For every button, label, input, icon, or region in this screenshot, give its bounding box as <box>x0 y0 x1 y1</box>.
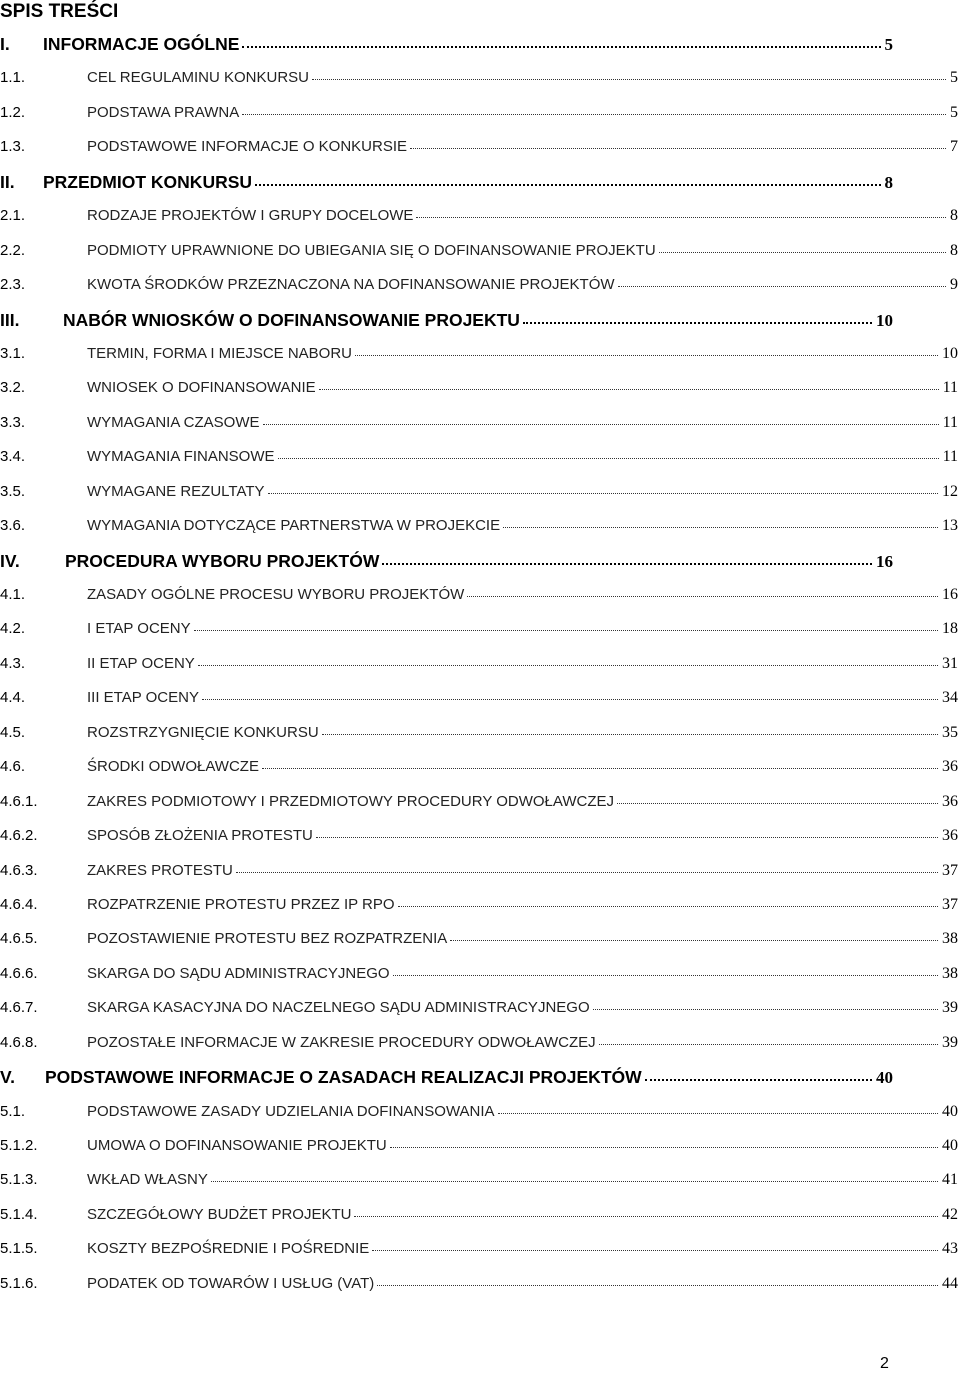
toc-entry-title: PODSTAWOWE INFORMACJE O ZASADACH REALIZACJI PROJEKTÓW <box>45 1067 642 1088</box>
toc-entry[interactable] <box>0 647 958 681</box>
dot-leader <box>278 457 939 459</box>
dot-leader <box>354 1215 938 1217</box>
toc-entry-number: 1.1. <box>0 69 26 87</box>
toc-entry-number: 4.3. <box>0 654 26 672</box>
toc-entry-page: 16 <box>876 551 893 571</box>
toc-entry-number: 2.3. <box>0 276 26 294</box>
toc-entry-number: 4.6.4. <box>0 895 38 913</box>
toc-entry-title: WNIOSEK O DOFINANSOWANIE <box>87 379 316 397</box>
toc-entry-page: 18 <box>942 620 958 638</box>
toc-entry-number: 4.4. <box>0 689 26 707</box>
toc-entry[interactable] <box>0 544 893 578</box>
toc-entry-title: ROZPATRZENIE PROTESTU PRZEZ IP RPO <box>87 895 395 913</box>
toc-entry-number: 5.1.2. <box>0 1137 38 1154</box>
toc-entry[interactable] <box>0 1060 893 1094</box>
toc-entry-page: 10 <box>876 310 893 330</box>
dot-leader <box>198 664 938 666</box>
toc-entry-title: KWOTA ŚRODKÓW PRZEZNACZONA NA DOFINANSOWANIE PROJEKTÓW <box>87 276 615 294</box>
toc-entry[interactable] <box>0 509 958 543</box>
toc-entry-number: I. <box>0 34 10 54</box>
toc-entry-number: 5.1. <box>0 1102 26 1120</box>
toc-entry-number: IV. <box>0 550 20 571</box>
dot-leader <box>236 871 938 873</box>
toc-entry-number: 4.1. <box>0 586 26 603</box>
toc-entry-page: 38 <box>942 930 958 948</box>
toc-entry-page: 5 <box>884 35 893 54</box>
toc-entry[interactable] <box>0 61 958 95</box>
toc-entry-title: ZASADY OGÓLNE PROCESU WYBORU PROJEKTÓW <box>87 586 465 603</box>
dot-leader <box>645 1078 872 1081</box>
toc-entry-number: 3.4. <box>0 448 26 466</box>
toc-entry[interactable] <box>0 681 958 715</box>
toc-entry-title: SZCZEGÓŁOWY BUDŻET PROJEKTU <box>87 1205 352 1223</box>
toc-entry-title: PROCEDURA WYBORU PROJEKTÓW <box>65 550 380 571</box>
toc-entry-number: III. <box>0 309 20 330</box>
toc-entry[interactable] <box>0 303 893 337</box>
toc-entry[interactable] <box>0 716 958 750</box>
dot-leader <box>393 974 938 976</box>
toc-entry-title: PODSTAWA PRAWNA <box>87 103 240 121</box>
toc-entry-title: PODATEK OD TOWARÓW I USŁUG (VAT) <box>87 1274 375 1292</box>
dot-leader <box>659 251 946 253</box>
toc-entry-number: 4.6. <box>0 758 26 776</box>
toc-entry-number: 4.6.3. <box>0 861 38 879</box>
dot-leader <box>262 767 938 769</box>
toc-entry[interactable] <box>0 578 958 612</box>
toc-entry[interactable] <box>0 612 958 646</box>
toc-entry-title: WYMAGANIA DOTYCZĄCE PARTNERSTWA W PROJEKCIE <box>87 517 501 535</box>
toc-entry-page: 11 <box>942 379 958 397</box>
dot-leader <box>316 836 938 838</box>
toc-entry-title: ZAKRES PODMIOTOWY I PRZEDMIOTOWY PROCEDURY ODWOŁAWCZEJ <box>87 792 614 810</box>
toc-entry[interactable] <box>0 922 958 956</box>
dot-leader <box>263 423 939 425</box>
toc-entry-title: ZAKRES PROTESTU <box>87 861 233 879</box>
toc-entry-number: 3.6. <box>0 517 26 535</box>
toc-entry-number: 5.1.5. <box>0 1240 38 1258</box>
toc-entry[interactable] <box>0 1026 958 1060</box>
toc-entry-number: 4.6.1. <box>0 792 38 810</box>
toc-entry-page: 5 <box>950 69 958 87</box>
toc-entry-page: 39 <box>942 999 958 1017</box>
toc-entry-number: 4.6.6. <box>0 964 38 982</box>
toc-entry-number: 3.1. <box>0 344 26 362</box>
toc-entry[interactable] <box>0 1267 958 1301</box>
toc-list <box>0 27 960 1301</box>
dot-leader <box>322 733 938 735</box>
toc-entry[interactable] <box>0 337 958 371</box>
toc-entry-page: 8 <box>950 241 958 259</box>
toc-entry[interactable] <box>0 268 958 302</box>
toc-entry-title: UMOWA O DOFINANSOWANIE PROJEKTU <box>87 1137 387 1154</box>
toc-entry-title: ŚRODKI ODWOŁAWCZE <box>87 758 259 776</box>
toc-entry-number: 3.2. <box>0 379 26 397</box>
toc-entry-page: 37 <box>942 861 958 879</box>
toc-entry-page: 12 <box>942 482 958 500</box>
toc-entry[interactable] <box>0 888 958 922</box>
dot-leader <box>377 1284 938 1286</box>
toc-entry[interactable] <box>0 475 958 509</box>
dot-leader <box>523 321 872 324</box>
dot-leader <box>372 1249 938 1251</box>
toc-entry-number: 4.6.8. <box>0 1033 38 1051</box>
dot-leader <box>194 629 938 631</box>
toc-entry-title: PODMIOTY UPRAWNIONE DO UBIEGANIA SIĘ O DOFINANSOWANIE PROJEKTU <box>87 241 656 259</box>
toc-entry-title: RODZAJE PROJEKTÓW I GRUPY DOCELOWE <box>87 207 414 225</box>
toc-entry[interactable] <box>0 1198 958 1232</box>
toc-entry-title: SPOSÓB ZŁOŻENIA PROTESTU <box>87 827 313 845</box>
dot-leader <box>202 698 938 700</box>
dot-leader <box>599 1043 938 1045</box>
toc-entry-page: 9 <box>950 276 958 294</box>
dot-leader <box>593 1008 938 1010</box>
toc-entry[interactable] <box>0 234 958 268</box>
toc-entry[interactable] <box>0 785 958 819</box>
toc-entry-title: POZOSTAŁE INFORMACJE W ZAKRESIE PROCEDURY ODWOŁAWCZEJ <box>87 1033 596 1051</box>
toc-entry-title: TERMIN, FORMA I MIEJSCE NABORU <box>87 344 353 362</box>
toc-entry-page: 36 <box>942 792 958 810</box>
dot-leader <box>503 526 938 528</box>
toc-entry-number: 5.1.4. <box>0 1205 38 1223</box>
toc-entry[interactable] <box>0 1163 958 1197</box>
toc-entry[interactable] <box>0 406 958 440</box>
toc-entry-title: KOSZTY BEZPOŚREDNIE I POŚREDNIE <box>87 1240 370 1258</box>
toc-entry-page: 43 <box>942 1240 958 1258</box>
dot-leader <box>268 492 938 494</box>
toc-entry-page: 13 <box>942 517 958 535</box>
toc-entry-number: 1.2. <box>0 103 26 121</box>
toc-entry-number: 4.6.7. <box>0 999 38 1017</box>
toc-entry-page: 35 <box>942 723 958 741</box>
dot-leader <box>382 562 872 565</box>
dot-leader <box>498 1112 938 1114</box>
toc-entry[interactable] <box>0 1129 958 1163</box>
toc-entry[interactable] <box>0 371 958 405</box>
dot-leader <box>410 147 946 149</box>
toc-entry-title: I ETAP OCENY <box>87 620 191 638</box>
toc-entry-number: V. <box>0 1067 15 1088</box>
toc-entry[interactable] <box>0 1232 958 1266</box>
toc-entry-title: SKARGA DO SĄDU ADMINISTRACYJNEGO <box>87 964 390 982</box>
toc-entry[interactable] <box>0 854 958 888</box>
toc-entry-title: ROZSTRZYGNIĘCIE KONKURSU <box>87 723 319 741</box>
toc-entry[interactable] <box>0 750 958 784</box>
toc-entry-title: III ETAP OCENY <box>87 689 199 707</box>
toc-entry[interactable] <box>0 819 958 853</box>
toc-entry[interactable] <box>0 991 958 1025</box>
toc-entry-page: 31 <box>942 654 958 672</box>
toc-entry-page: 34 <box>942 689 958 707</box>
toc-entry-number: 5.1.3. <box>0 1171 38 1189</box>
dot-leader <box>617 802 938 804</box>
toc-entry-title: INFORMACJE OGÓLNE <box>43 34 240 54</box>
toc-entry[interactable] <box>0 130 958 164</box>
toc-entry-page: 39 <box>942 1033 958 1051</box>
toc-entry-title: PODSTAWOWE ZASADY UDZIELANIA DOFINANSOWANIA <box>87 1102 495 1120</box>
toc-entry-number: 1.3. <box>0 138 26 156</box>
toc-entry[interactable] <box>0 199 958 233</box>
dot-leader <box>255 183 880 186</box>
toc-entry-page: 7 <box>950 138 958 156</box>
toc-entry-page: 8 <box>884 172 893 192</box>
toc-entry-page: 42 <box>942 1205 958 1223</box>
toc-entry-title: NABÓR WNIOSKÓW O DOFINANSOWANIE PROJEKTU <box>63 309 520 330</box>
toc-entry-number: 4.6.5. <box>0 930 38 948</box>
toc-entry-title: WKŁAD WŁASNY <box>87 1171 208 1189</box>
toc-entry-number: 3.3. <box>0 413 26 431</box>
dot-leader <box>398 905 938 907</box>
toc-entry[interactable] <box>0 1095 958 1129</box>
toc-entry-title: CEL REGULAMINU KONKURSU <box>87 69 309 87</box>
toc-entry[interactable] <box>0 27 893 61</box>
toc-entry-title: SKARGA KASACYJNA DO NACZELNEGO SĄDU ADMINISTRACYJNEGO <box>87 999 590 1017</box>
toc-entry-page: 37 <box>942 895 958 913</box>
toc-entry-page: 36 <box>942 827 958 845</box>
dot-leader <box>355 354 938 356</box>
toc-entry-page: 16 <box>942 586 958 603</box>
toc-entry-title: II ETAP OCENY <box>87 654 195 672</box>
toc-entry[interactable] <box>0 957 958 991</box>
toc-entry-page: 8 <box>950 207 958 225</box>
toc-entry-page: 44 <box>942 1274 958 1292</box>
page-number: 2 <box>880 1355 889 1372</box>
dot-leader <box>618 285 946 287</box>
toc-entry-number: 5.1.6. <box>0 1274 38 1292</box>
dot-leader <box>242 113 946 115</box>
toc-entry[interactable] <box>0 165 893 199</box>
dot-leader <box>312 78 946 80</box>
toc-entry-page: 38 <box>942 964 958 982</box>
toc-entry[interactable] <box>0 96 958 130</box>
toc-entry-title: PRZEDMIOT KONKURSU <box>43 171 253 192</box>
toc-entry-page: 40 <box>942 1102 958 1120</box>
toc-entry-number: 4.2. <box>0 620 26 638</box>
toc-entry-page: 40 <box>942 1137 958 1154</box>
dot-leader <box>390 1146 938 1148</box>
toc-entry[interactable] <box>0 440 958 474</box>
toc-entry-number: 2.2. <box>0 241 26 259</box>
toc-entry-page: 40 <box>876 1068 893 1088</box>
toc-entry-page: 11 <box>942 413 958 431</box>
toc-entry-number: II. <box>0 171 15 192</box>
toc-entry-title: WYMAGANIA CZASOWE <box>87 413 260 431</box>
toc-entry-page: 10 <box>942 344 958 362</box>
toc-entry-number: 3.5. <box>0 482 26 500</box>
dot-leader <box>319 388 939 390</box>
dot-leader <box>416 216 946 218</box>
toc-entry-page: 11 <box>942 448 958 466</box>
dot-leader <box>242 45 880 48</box>
dot-leader <box>467 595 938 597</box>
toc-entry-title: WYMAGANIA FINANSOWE <box>87 448 275 466</box>
toc-entry-number: 4.5. <box>0 723 26 741</box>
toc-entry-page: 41 <box>942 1171 958 1189</box>
dot-leader <box>450 939 938 941</box>
toc-entry-page: 5 <box>950 103 958 121</box>
toc-entry-page: 36 <box>942 758 958 776</box>
toc-heading: SPIS TREŚCI <box>0 1 119 22</box>
toc-entry-number: 4.6.2. <box>0 827 38 845</box>
toc-entry-title: PODSTAWOWE INFORMACJE O KONKURSIE <box>87 138 408 156</box>
toc-entry-title: POZOSTAWIENIE PROTESTU BEZ ROZPATRZENIA <box>87 930 448 948</box>
toc-entry-title: WYMAGANE REZULTATY <box>87 482 265 500</box>
dot-leader <box>211 1180 938 1182</box>
toc-entry-number: 2.1. <box>0 207 26 225</box>
